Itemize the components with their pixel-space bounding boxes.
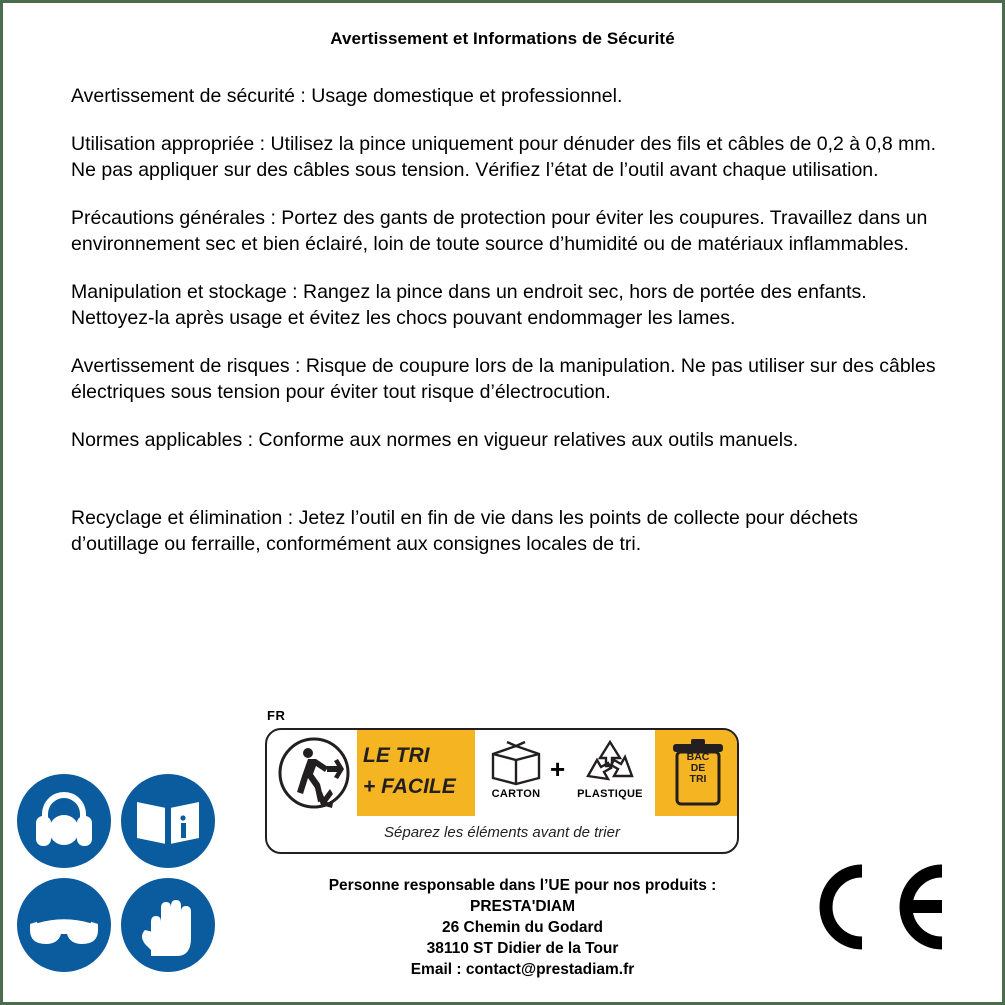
responsible-person-block [223, 875, 822, 980]
paragraph-lead: Précautions générales : [71, 207, 276, 229]
ear-protection-icon [17, 774, 111, 868]
paragraph-lead: Utilisation appropriée : [71, 133, 266, 155]
paragraph-text: Jetez l’outil en fin de vie dans les points de collecte pour déchets d’outillage ou ferraille, conformément aux consignes locales de tri. [71, 507, 858, 555]
paragraph-lead: Avertissement de risques : [71, 355, 301, 377]
page-title: Avertissement et Informations de Sécurité [330, 29, 675, 48]
paragraph-lead: Avertissement de sécurité : [71, 85, 306, 107]
recycle-loop-icon [567, 736, 653, 786]
paragraph-text: Utilisez la pince uniquement pour dénuder des fils et câbles de 0,2 à 0,8 mm. Ne pas appliquer sur des câbles sous tension. Vérifiez l’état de l’outil avant chaque utilisation. [71, 133, 936, 181]
contact-email: Email : contact@prestadiam.fr [410, 961, 635, 978]
paragraph-text: Rangez la pince dans un endroit sec, hors de portée des enfants. Nettoyez-la après usage et évitez les chocs pouvant endommager les lames. [71, 281, 867, 329]
bin-line-2: DE [690, 762, 706, 774]
street-address: 26 Chemin du Godard [441, 919, 604, 936]
paragraph-risk-warning [71, 353, 940, 405]
company-name: PRESTA'DIAM [469, 898, 575, 915]
material-name: PLASTIQUE [577, 788, 643, 800]
carton-box-icon [479, 736, 553, 786]
paragraph-lead: Manipulation et stockage : [71, 281, 298, 303]
bin-icon [665, 738, 731, 813]
city-address: 38110 ST Didier de la Tour [426, 940, 619, 957]
footer-area [3, 672, 1002, 1002]
pictogram-group [17, 774, 223, 980]
paragraph-text: Usage domestique et professionnel. [305, 85, 623, 107]
paragraph-text: Risque de coupure lors de la manipulation. Ne pas utiliser sur des câbles électriques sous tension pour éviter tout risque d’électrocution. [71, 355, 936, 403]
ce-marking-icon [802, 857, 952, 957]
slogan-line-2: + FACILE [363, 775, 456, 798]
eye-protection-icon [17, 878, 111, 972]
bin-line-3: TRI [689, 773, 707, 785]
paragraph-recycling [71, 505, 940, 557]
paragraph-proper-use [71, 131, 940, 183]
info-tri-label [265, 708, 735, 850]
paragraph-lead: Normes applicables : [71, 429, 254, 451]
bin-line-1: BAC [686, 751, 710, 763]
paragraph-handling-storage [71, 279, 940, 331]
paragraph-text: Conforme aux normes en vigueur relatives aux outils manuels. [253, 429, 799, 451]
info-tri-box [265, 728, 739, 854]
label-footer-text: Séparez les éléments avant de trier [384, 824, 620, 841]
paragraph-text: Portez des gants de protection pour éviter les coupures. Travaillez dans un environnement sec et bien éclairé, loin de toute source d’humidité ou de matériaux inflammables. [71, 207, 928, 255]
paragraph-lead: Recyclage et élimination : [71, 507, 294, 529]
country-code: FR [267, 708, 286, 723]
paragraph-security-warning [71, 83, 940, 109]
triman-icon [275, 736, 353, 810]
paragraph-standards [71, 427, 940, 453]
material-separator: + [550, 754, 566, 784]
responsible-heading: Personne responsable dans l’UE pour nos produits : [328, 877, 717, 894]
protective-gloves-icon [121, 878, 215, 972]
slogan-line-1: LE TRI [363, 744, 430, 767]
bin-text [675, 752, 721, 785]
safety-text-body [71, 83, 940, 557]
material-carton [479, 736, 553, 800]
material-name: CARTON [491, 788, 541, 800]
material-plastique [567, 736, 653, 800]
read-instructions-icon [121, 774, 215, 868]
paragraph-general-precautions [71, 205, 940, 257]
label-slogan [363, 740, 475, 802]
